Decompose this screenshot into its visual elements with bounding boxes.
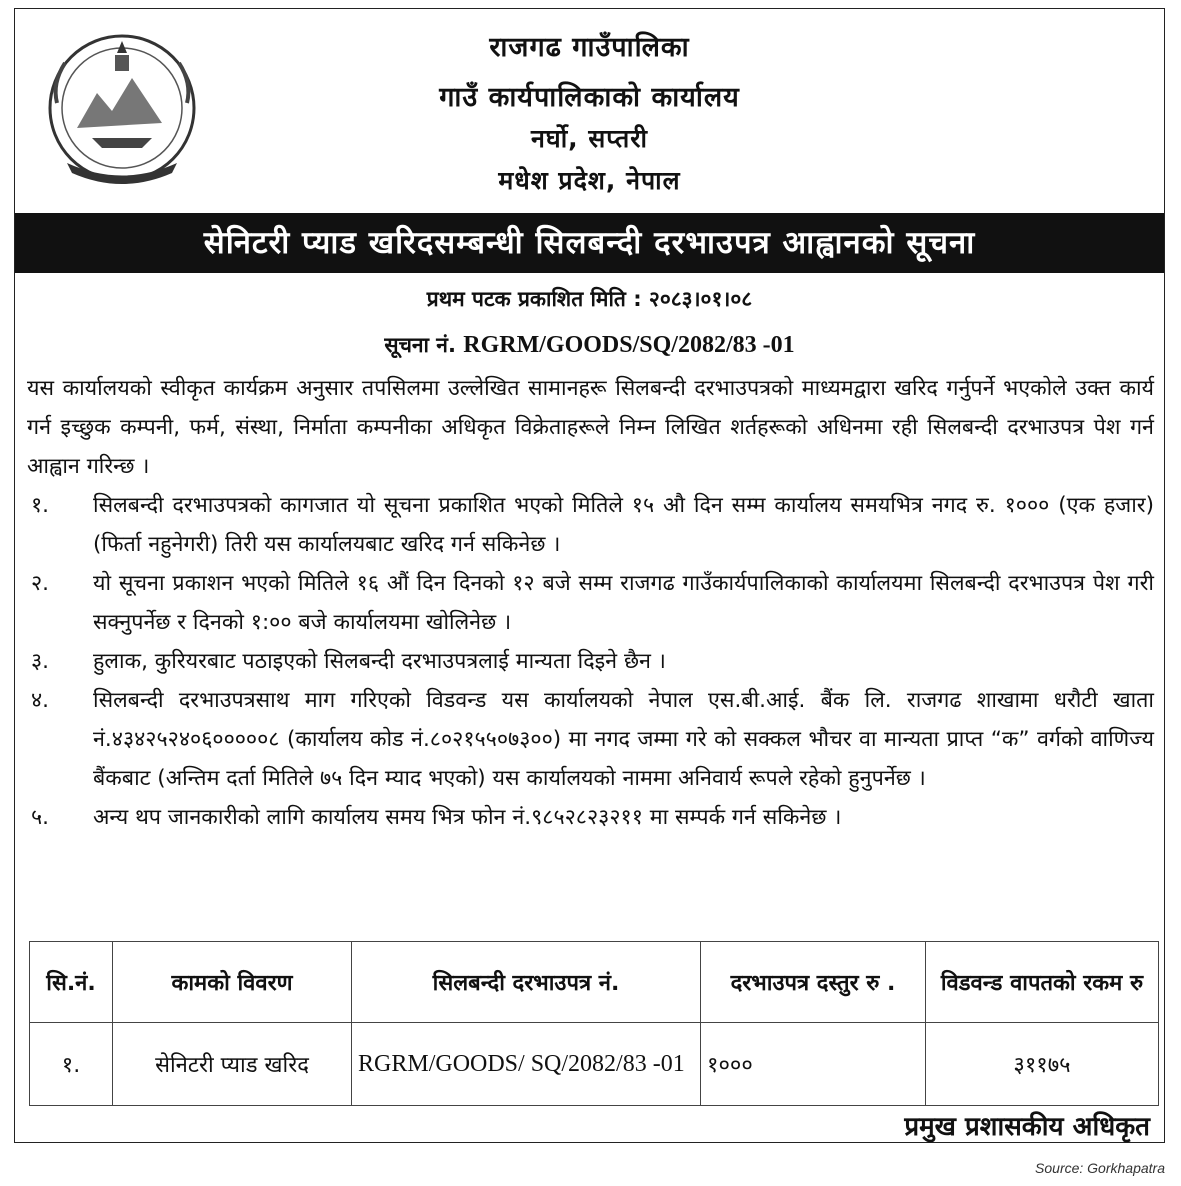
col-header-bid-bond: विडवन्ड वापतको रकम रु	[926, 942, 1159, 1023]
notice-body	[27, 369, 1154, 837]
intro-paragraph: यस कार्यालयको स्वीकृत कार्यक्रम अनुसार तपसिलमा उल्लेखित सामानहरू सिलबन्दी दरभाउपत्रको माध्यमद्वारा खरिद गर्नुपर्ने भएकोले उक्त कार्य गर्न इच्छुक कम्पनी, फर्म, संस्था, निर्माता कम्पनीका अधिकृत विक्रेताहरूले निम्न लिखित शर्तहरूको अधिनमा रही सिलबन्दी दरभाउपत्र पेश गर्न आह्वान गरिन्छ ।	[27, 376, 1154, 479]
condition-text: अन्य थप जानकारीको लागि कार्यालय समय भित्र फोन नं.९८५२८२३२११ मा सम्पर्क गर्न सकिनेछ ।	[93, 805, 842, 830]
province: मधेश प्रदेश, नेपाल	[498, 166, 681, 195]
cell-bid-bond: ३११७५	[926, 1023, 1159, 1106]
cell-fee: १०००	[701, 1023, 926, 1106]
publish-label: प्रथम पटक प्रकाशित मिति :	[426, 287, 642, 311]
col-header-sn: सि.नं.	[30, 942, 113, 1023]
condition-item	[27, 642, 1154, 681]
condition-item	[27, 681, 1154, 798]
tender-table	[29, 941, 1159, 1106]
municipality-name: राजगढ गाउँपालिका	[489, 32, 690, 63]
header	[15, 9, 1164, 205]
condition-item	[27, 798, 1154, 837]
condition-number: ३.	[31, 649, 50, 674]
table-header-row	[30, 942, 1159, 1023]
notice-label: सूचना नं.	[384, 333, 456, 357]
condition-number: १.	[31, 493, 50, 518]
col-header-tender-no: सिलबन्दी दरभाउपत्र नं.	[352, 942, 701, 1023]
publish-date: २०८३।०१।०८	[648, 287, 753, 311]
condition-text: सिलबन्दी दरभाउपत्रसाथ माग गरिएको विडवन्ड यस कार्यालयको नेपाल एस.बी.आई. बैंक लि. राजगढ शाखामा धरौटी खाता नं.४३४२५२४०६०००००८ (कार्यालय कोड नं.८०२१५५०७३००) मा नगद जम्मा गरे को सक्कल भौचर वा मान्यता प्राप्त “क” वर्गको वाणिज्य बैंकबाट (अन्तिम दर्ता मितिले ७५ दिन म्याद भएको) यस कार्यालयको नाममा अनिवार्य रूपले रहेको हुनुपर्नेछ ।	[93, 688, 1154, 791]
condition-item	[27, 486, 1154, 564]
location: नर्घो, सप्तरी	[531, 124, 648, 153]
col-header-description: कामको विवरण	[113, 942, 352, 1023]
signature-title: प्रमुख प्रशासकीय अधिकृत	[904, 1112, 1150, 1142]
condition-text: हुलाक, कुरियरबाट पठाइएको सिलबन्दी दरभाउपत्रलाई मान्यता दिइने छैन ।	[93, 649, 666, 674]
publish-date-line	[15, 285, 1164, 313]
table-row	[30, 1023, 1159, 1106]
cell-sn: १.	[30, 1023, 113, 1106]
office-name: गाउँ कार्यपालिकाको कार्यालय	[439, 82, 740, 113]
condition-number: ४.	[31, 688, 50, 713]
condition-number: २.	[31, 571, 50, 596]
condition-text: सिलबन्दी दरभाउपत्रको कागजात यो सूचना प्रकाशित भएको मितिले १५ औ दिन सम्म कार्यालय समयभित्र नगद रु. १००० (एक हजार) (फिर्ता नहुनेगरी) तिरी यस कार्यालयबाट खरिद गर्न सकिनेछ ।	[93, 493, 1154, 557]
notice-frame	[14, 8, 1165, 1143]
condition-item	[27, 564, 1154, 642]
condition-text: यो सूचना प्रकाशन भएको मितिले १६ औं दिन दिनको १२ बजे सम्म राजगढ गाउँकार्यपालिकाको कार्यालयमा सिलबन्दी दरभाउपत्र पेश गरी सक्नुपर्नेछ र दिनको १:०० बजे कार्यालयमा खोलिनेछ ।	[93, 571, 1154, 635]
col-header-fee: दरभाउपत्र दस्तुर रु .	[701, 942, 926, 1023]
cell-description: सेनिटरी प्याड खरिद	[113, 1023, 352, 1106]
source-credit: Source: Gorkhapatra	[1035, 1160, 1165, 1176]
condition-number: ५.	[31, 805, 50, 830]
cell-tender-no: RGRM/GOODS/ SQ/2082/83 -01	[352, 1023, 701, 1106]
notice-number: RGRM/GOODS/SQ/2082/83 -01	[463, 332, 795, 358]
notice-number-line	[15, 331, 1164, 359]
notice-title-banner: सेनिटरी प्याड खरिदसम्बन्धी सिलबन्दी दरभाउपत्र आह्वानको सूचना	[15, 213, 1164, 273]
